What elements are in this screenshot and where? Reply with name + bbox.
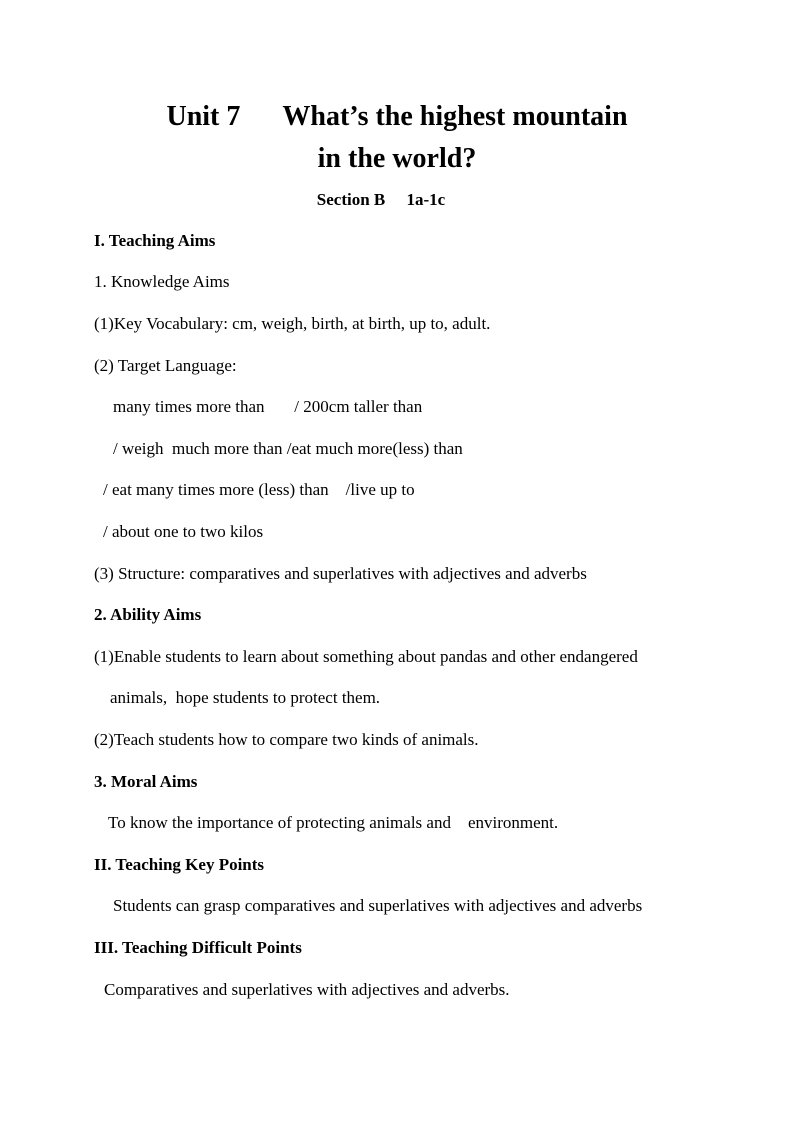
heading-teaching-key-points: II. Teaching Key Points <box>94 855 265 874</box>
target-language-item-4: / about one to two kilos <box>103 522 264 541</box>
heading-teaching-aims: I. Teaching Aims <box>94 231 216 250</box>
target-language-label: (2) Target Language: <box>94 356 237 375</box>
title-question-part-1: What’s the highest mountain <box>282 101 628 132</box>
ability-aim-2: (2)Teach students how to compare two kinds of animals. <box>94 730 479 749</box>
key-vocabulary-line: (1)Key Vocabulary: cm, weigh, birth, at birth, up to, adult. <box>94 314 491 333</box>
target-language-item-1: many times more than / 200cm taller than <box>113 397 423 416</box>
document-title-line-1 <box>0 100 794 134</box>
ability-aim-1-line-1: (1)Enable students to learn about something about pandas and other endangered <box>94 647 638 666</box>
subheading-moral-aims: 3. Moral Aims <box>94 772 198 791</box>
structure-line: (3) Structure: comparatives and superlatives with adjectives and adverbs <box>94 564 587 583</box>
difficult-points-text: Comparatives and superlatives with adjectives and adverbs. <box>104 980 510 999</box>
moral-aims-text: To know the importance of protecting animals and environment. <box>108 813 559 832</box>
subheading-knowledge-aims: 1. Knowledge Aims <box>94 272 230 291</box>
target-language-item-3: / eat many times more (less) than /live up to <box>103 480 415 499</box>
key-points-text: Students can grasp comparatives and superlatives with adjectives and adverbs <box>113 896 643 915</box>
ability-aim-1-line-2: animals, hope students to protect them. <box>110 688 381 707</box>
unit-number: Unit 7 <box>166 101 241 132</box>
section-subtitle: Section B 1a-1c <box>316 190 446 209</box>
target-language-item-2: / weigh much more than /eat much more(less) than <box>113 439 463 458</box>
subheading-ability-aims: 2. Ability Aims <box>94 605 202 624</box>
heading-teaching-difficult-points: III. Teaching Difficult Points <box>94 938 302 957</box>
document-title-line-2: in the world? <box>317 143 477 174</box>
